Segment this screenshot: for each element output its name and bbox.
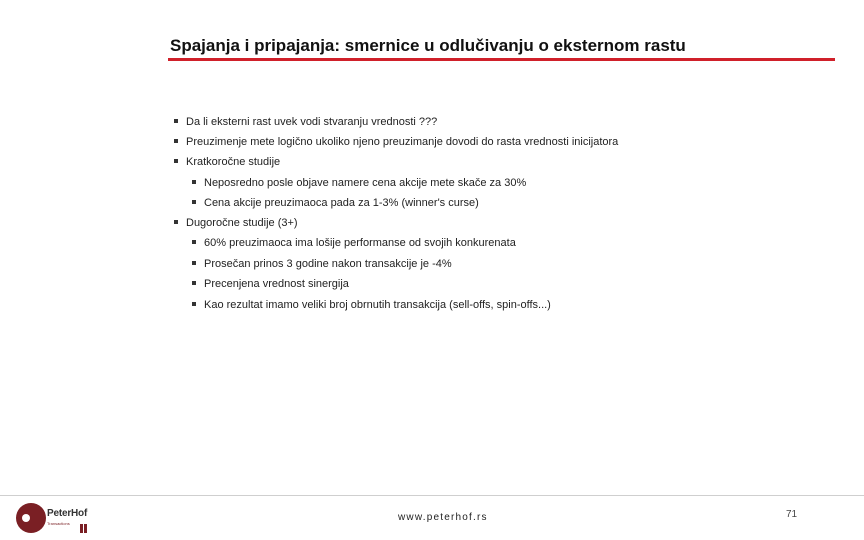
- square-bullet-icon: [192, 200, 196, 204]
- bullet-text: 60% preuzimaoca ima lošije performanse od svojih konkurenata: [204, 237, 516, 249]
- bullet-text: Preuzimenje mete logično ukoliko njeno preuzimanje dovodi do rasta vrednosti inicijatora: [186, 136, 619, 148]
- peterhof-logo: [16, 503, 106, 533]
- logo-name: PeterHof: [47, 508, 88, 519]
- sub-bullet-item: [192, 196, 479, 210]
- bullet-text: Kratkoročne studije: [186, 156, 281, 168]
- bullet-text: Kao rezultat imamo veliki broj obrnutih transakcija (sell-offs, spin-offs...): [204, 299, 551, 311]
- sub-bullet-item: [192, 236, 516, 250]
- footer-divider: [0, 495, 864, 496]
- page-number: 71: [786, 509, 798, 520]
- bullet-text: Cena akcije preuzimaoca pada za 1-3% (winner's curse): [204, 197, 479, 209]
- logo-subtitle: Transactions: [47, 521, 70, 526]
- bullet-item: [174, 155, 280, 169]
- logo-circle-icon: [16, 503, 46, 533]
- bullet-item: [174, 216, 298, 230]
- sub-bullet-item: [192, 298, 551, 312]
- square-bullet-icon: [174, 119, 178, 123]
- bullet-text: Dugoročne studije (3+): [186, 217, 298, 229]
- square-bullet-icon: [192, 240, 196, 244]
- logo-bars-icon: [80, 520, 88, 538]
- square-bullet-icon: [174, 220, 178, 224]
- square-bullet-icon: [174, 159, 178, 163]
- square-bullet-icon: [192, 302, 196, 306]
- logo-dot-icon: [22, 514, 30, 522]
- square-bullet-icon: [192, 180, 196, 184]
- bullet-item: [174, 135, 618, 149]
- sub-bullet-item: [192, 277, 349, 291]
- bullet-text: Da li eksterni rast uvek vodi stvaranju vrednosti ???: [186, 116, 438, 128]
- bullet-item: [174, 115, 437, 129]
- sub-bullet-item: [192, 176, 526, 190]
- bullet-text: Prosečan prinos 3 godine nakon transakcije je -4%: [204, 258, 452, 270]
- bullet-text: Precenjena vrednost sinergija: [204, 278, 349, 290]
- square-bullet-icon: [192, 261, 196, 265]
- website-url: www.peterhof.rs: [398, 512, 488, 523]
- title-underline: [168, 58, 835, 61]
- bullet-text: Neposredno posle objave namere cena akcije mete skače za 30%: [204, 177, 527, 189]
- square-bullet-icon: [192, 281, 196, 285]
- sub-bullet-item: [192, 257, 452, 271]
- slide-title: Spajanja i pripajanja: smernice u odlučivanju o eksternom rastu: [170, 36, 686, 55]
- square-bullet-icon: [174, 139, 178, 143]
